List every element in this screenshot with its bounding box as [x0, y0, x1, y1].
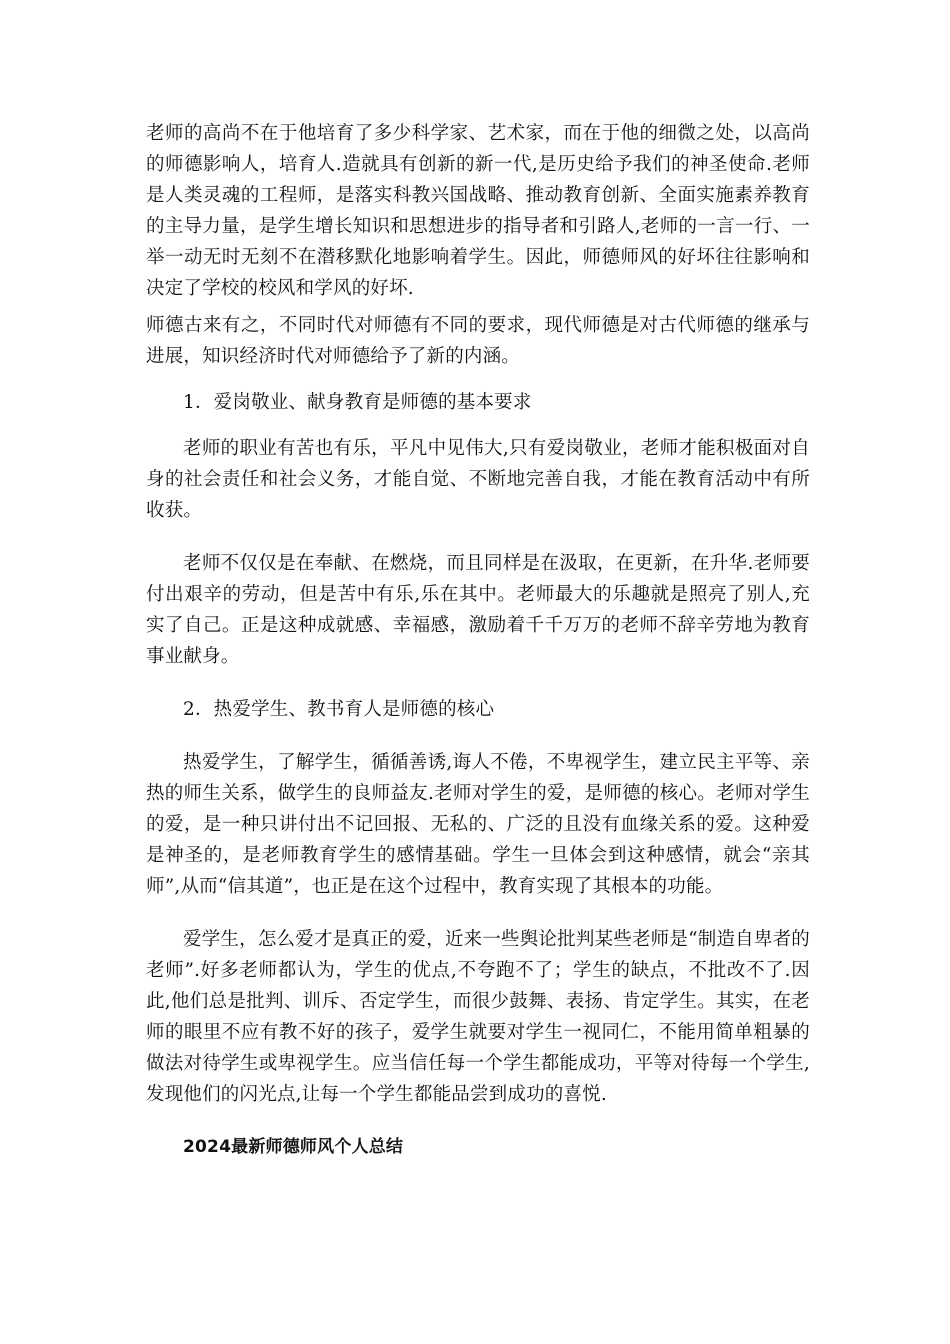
- paragraph-history: 师德古来有之，不同时代对师德有不同的要求，现代师德是对古代师德的继承与进展，知识经济时代对师德给予了新的内涵。: [146, 315, 810, 367]
- paragraph-devotion: 老师不仅仅是在奉献、在燃烧，而且同样是在汲取，在更新，在升华.老师要付出艰辛的劳动，但是苦中有乐,乐在其中。老师最大的乐趣就是照亮了别人,充实了自己。正是这种成就感、幸福感，激励着千千万万的老师不辞辛劳地为教育事业献身。: [146, 553, 810, 667]
- paragraph-true-love: 爱学生，怎么爱才是真正的爱，近来一些舆论批判某些老师是“制造自卑者的老师”.好多老师都认为，学生的优点,不夸跑不了；学生的缺点，不批改不了.因此,他们总是批判、训斥、否定学生，而很少鼓舞、表扬、肯定学生。其实，在老师的眼里不应有教不好的孩子，爱学生就要对学生一视同仁，不能用简单粗暴的做法对待学生或卑视学生。应当信任每一个学生都能成功，平等对待每一个学生,发现他们的闪光点,让每一个学生都能品尝到成功的喜悦.: [146, 929, 810, 1105]
- paragraph-dedication: 老师的职业有苦也有乐，平凡中见伟大,只有爱岗敬业，老师才能积极面对自身的社会责任和社会义务，才能自觉、不断地完善自我，才能在教育活动中有所收获。: [146, 438, 810, 521]
- section-heading-1: 1．爱岗敬业、献身教育是师德的基本要求: [183, 392, 532, 413]
- document-body: [146, 118, 810, 1163]
- paragraph-intro: 老师的高尚不在于他培育了多少科学家、艺术家，而在于他的细微之处，以高尚的师德影响人，培育人.造就具有创新的新一代,是历史给予我们的神圣使命.老师是人类灵魂的工程师，是落实科教兴国战略、推动教育创新、全面实施素养教育的主导力量，是学生增长知识和思想进步的指导者和引路人,老师的一言一行、一举一动无时无刻不在潜移默化地影响着学生。因此，师德师风的好坏往往影响和决定了学校的校风和学风的好坏.: [146, 123, 810, 299]
- closing-title: 2024最新师德师风个人总结: [183, 1137, 404, 1157]
- section-heading-2: 2．热爱学生、教书育人是师德的核心: [183, 699, 495, 720]
- paragraph-love-students: 热爱学生，了解学生，循循善诱,诲人不倦，不卑视学生，建立民主平等、亲热的师生关系，做学生的良师益友.老师对学生的爱，是师德的核心。老师对学生的爱，是一种只讲付出不记回报、无私的、广泛的且没有血缘关系的爱。这种爱是神圣的，是老师教育学生的感情基础。学生一旦体会到这种感情，就会“亲其师”,从而“信其道”，也正是在这个过程中，教育实现了其根本的功能。: [146, 752, 810, 897]
